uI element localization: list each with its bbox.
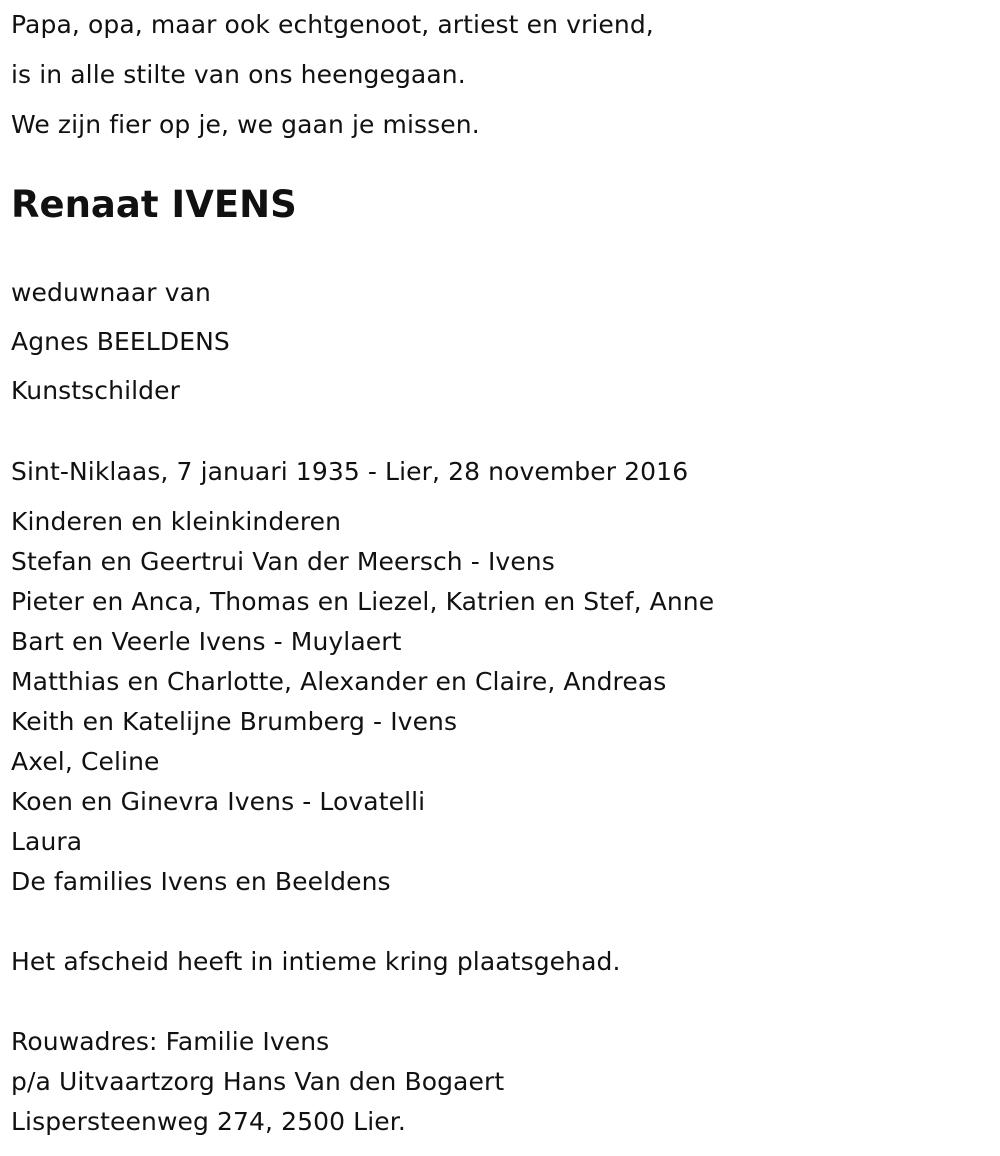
spouse-name: Agnes BEELDENS (11, 327, 230, 356)
family-line: Matthias en Charlotte, Alexander en Claire, Andreas (11, 667, 667, 696)
intro-line-2: is in alle stilte van ons heengegaan. (11, 60, 466, 89)
family-line: Keith en Katelijne Brumberg - Ivens (11, 707, 458, 736)
intro-line-1: Papa, opa, maar ook echtgenoot, artiest en vriend, (11, 10, 654, 39)
family-line: Koen en Ginevra Ivens - Lovatelli (11, 787, 426, 816)
family-line: Pieter en Anca, Thomas en Liezel, Katrien en Stef, Anne (11, 587, 715, 616)
occupation-text: Kunstschilder (11, 376, 181, 405)
farewell-text: Het afscheid heeft in intieme kring plaatsgehad. (11, 947, 621, 976)
family-line: Axel, Celine (11, 747, 160, 776)
relation-text: weduwnaar van (11, 278, 211, 307)
address-line: Rouwadres: Familie Ivens (11, 1027, 330, 1056)
family-line: Laura (11, 827, 83, 856)
address-line: p/a Uitvaartzorg Hans Van den Bogaert (11, 1067, 505, 1096)
birth-death-dates: Sint-Niklaas, 7 januari 1935 - Lier, 28 november 2016 (11, 457, 689, 486)
family-line: Bart en Veerle Ivens - Muylaert (11, 627, 402, 656)
address-line: Lispersteenweg 274, 2500 Lier. (11, 1107, 406, 1136)
family-line: Kinderen en kleinkinderen (11, 507, 342, 536)
deceased-name: Renaat IVENS (11, 183, 297, 226)
family-line: Stefan en Geertrui Van der Meersch - Ivens (11, 547, 555, 576)
family-line: De families Ivens en Beeldens (11, 867, 391, 896)
intro-line-3: We zijn fier op je, we gaan je missen. (11, 110, 480, 139)
